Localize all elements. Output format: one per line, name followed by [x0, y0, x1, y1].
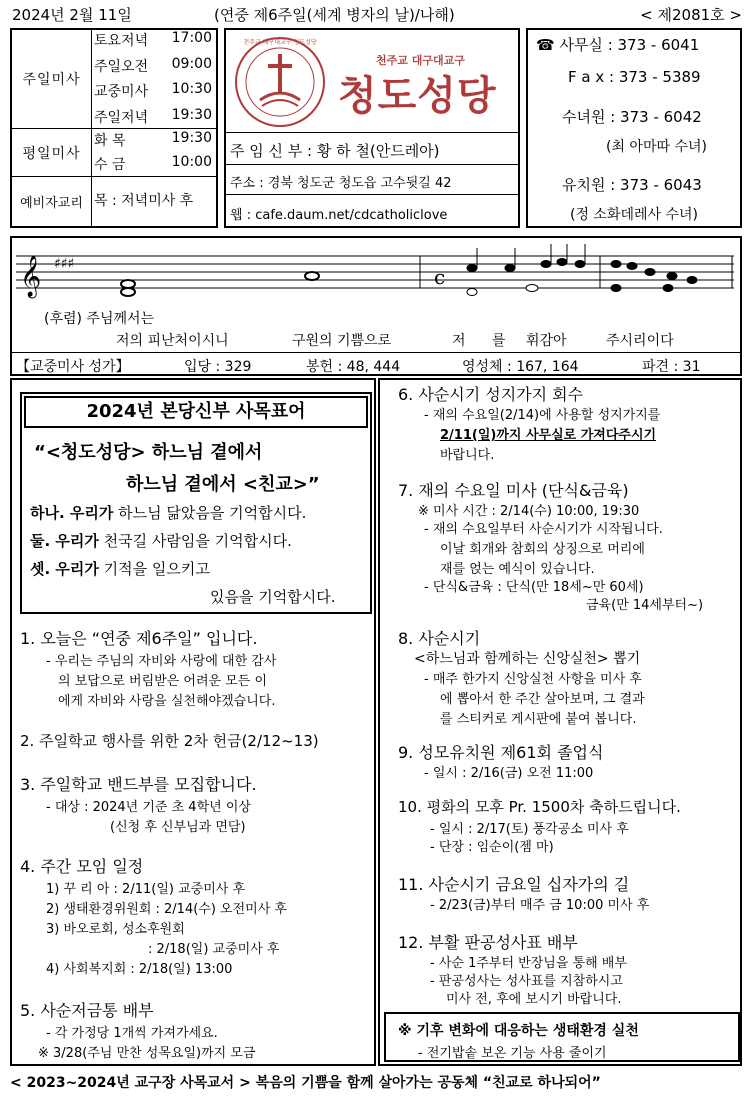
notice-line: (신청 후 신부님과 면담) [110, 820, 246, 835]
notice-line: 금육(만 14세부터~) [586, 598, 704, 613]
notice-title: 10. 평화의 모후 Pr. 1500차 축하드립니다. [398, 798, 681, 816]
notice-line: 1) 꾸 리 아 : 2/11(일) 교중미사 후 [46, 882, 246, 897]
notice-line: 4) 사회복지회 : 2/18(일) 13:00 [46, 962, 233, 977]
notice-line: - 단장 : 임순이(젬 마) [430, 840, 554, 855]
catechism-time: 목 : 저녁미사 후 [94, 193, 194, 209]
svg-text:♯♯♯: ♯♯♯ [54, 256, 75, 272]
bulletin-date: 2024년 2월 11일 [12, 6, 132, 24]
kindergarten-note: (정 소화데레사 수녀) [570, 207, 699, 223]
contacts [526, 28, 742, 228]
schedule-row: 수 금 10:00 [94, 154, 212, 173]
notice-line: 2) 생태환경위원회 : 2/14(수) 오전미사 후 [46, 902, 287, 917]
schedule-row: 토요저녁 17:00 [94, 30, 212, 49]
notice-line: 미사 전, 후에 보시기 바랍니다. [446, 992, 622, 1007]
mass-schedule [10, 28, 218, 228]
hymn-entrance: 입당 : 329 [184, 359, 252, 375]
motto-point: 하나. 우리가 하느님 닮았음을 기억합시다. [30, 504, 307, 522]
liturgical-occasion: (연중 제6주일(세계 병자의 날)/나해) [214, 6, 455, 24]
schedule-row: 교중미사 10:30 [94, 81, 212, 100]
notice-line: 에 뽑아서 한 주간 살아보며, 그 결과 [440, 692, 645, 707]
psalm-lyric: 구원의 기쁨으로 [292, 333, 392, 349]
kindergarten-phone: 유치원 : 373 - 6043 [562, 176, 702, 194]
office-phone: ☎ 사무실 : 373 - 6041 [536, 36, 700, 54]
refrain-label: (후렴) 주님께서는 [44, 311, 155, 327]
notice-line: 재를 얹는 예식이 있습니다. [440, 562, 595, 577]
notice-line: - 일시 : 2/17(토) 풍각공소 미사 후 [430, 822, 629, 837]
notice-title: 4. 주간 모임 일정 [20, 857, 144, 876]
header-bar [8, 4, 746, 26]
notice-title: 7. 재의 수요일 미사 (단식&금육) [398, 481, 629, 500]
notice-line: 이날 회개와 참회의 상징으로 머리에 [440, 542, 645, 557]
hymns-label: 【교중미사 성가】 [16, 359, 130, 375]
pastor-name: 주 임 신 부 : 황 하 철(안드레아) [230, 142, 440, 160]
notice-line: 의 보답으로 버림받은 어려운 모든 이 [58, 674, 268, 689]
notice-line: - 판공성사는 성사표를 지참하시고 [430, 974, 623, 989]
notice-line: - 일시 : 2/16(금) 오전 11:00 [424, 766, 594, 781]
notice-line: 에게 자비와 사랑을 실천해야겠습니다. [58, 694, 276, 709]
parish-info [224, 28, 520, 228]
hymn-dismissal: 파견 : 31 [642, 359, 701, 375]
notice-line: - 2/23(금)부터 매주 금 10:00 미사 후 [430, 898, 650, 913]
motto-line: 하느님 곁에서 <친교>” [126, 474, 320, 495]
schedule-row: 주일오전 09:00 [94, 56, 212, 75]
eco-title: ※ 기후 변화에 대응하는 생태환경 실천 [398, 1023, 639, 1039]
notice-line: - 각 가정당 1개씩 가져가세요. [46, 1026, 218, 1041]
fax-number: F a x : 373 - 5389 [568, 68, 701, 86]
psalm-lyric: 를 [492, 333, 506, 349]
convent-note: (최 아마따 수녀) [606, 139, 707, 155]
schedule-row: 화 목 19:30 [94, 130, 212, 149]
footer-message: < 2023~2024년 교구장 사목교서 > 복음의 기쁨을 함께 살아가는 공동체 “친교로 하나되어” [10, 1075, 601, 1091]
notice-line: - 단식&금육 : 단식(만 18세~만 60세) [424, 580, 644, 595]
notice-line: - 대상 : 2024년 기준 초 4학년 이상 [46, 800, 251, 815]
notice-line: 를 스티커로 게시판에 붙여 봅니다. [440, 712, 637, 727]
notice-title: 5. 사순저금통 배부 [20, 1001, 154, 1020]
catechism-label: 예비자교리 [12, 177, 92, 226]
svg-text:c: c [434, 265, 446, 289]
notice-title: 11. 사순시기 금요일 십자가의 길 [398, 875, 630, 894]
notice-line: - 우리는 주님의 자비와 사랑에 대한 감사 [46, 654, 277, 669]
notice-title: 12. 부활 판공성사표 배부 [398, 933, 578, 952]
responsorial-psalm [10, 236, 742, 376]
psalm-lyric: 주시리이다 [606, 333, 674, 349]
notice-title: 9. 성모유치원 제61회 졸업식 [398, 743, 604, 762]
parish-address: 주소 : 경북 청도군 청도읍 고수뒷길 42 [230, 176, 452, 191]
parish-website-link[interactable]: 웹 : cafe.daum.net/cdcatholiclove [230, 208, 448, 223]
motto-title: 2024년 본당신부 사목표어 [24, 396, 368, 428]
notice-title: 1. 오늘은 “연중 제6주일” 입니다. [20, 629, 258, 648]
music-staff-icon [16, 244, 736, 310]
issue-number: < 제2081호 > [640, 6, 742, 24]
notice-line: - 매주 한가지 신앙실천 사항을 미사 후 [424, 672, 642, 687]
convent-phone: 수녀원 : 373 - 6042 [562, 108, 702, 126]
parish-name: 청도성당 [338, 73, 497, 119]
svg-text:𝄞: 𝄞 [20, 256, 42, 297]
psalm-lyric: 저 [452, 333, 466, 349]
eco-practice-box [384, 1012, 740, 1062]
diocese-name: 천주교 대구대교구 [376, 54, 465, 67]
notice-line: 바랍니다. [440, 448, 495, 463]
motto-point: 셋. 우리가 기적을 일으키고 [30, 560, 210, 578]
notice-line: ※ 3/28(주님 만찬 성목요일)까지 모금 [38, 1046, 256, 1061]
notice-line: 2/11(일)까지 사무실로 가져다주시기 [440, 428, 657, 443]
psalm-lyric: 저의 피난처이시니 [116, 333, 229, 349]
divider [226, 164, 518, 165]
divider [226, 132, 518, 133]
divider [226, 194, 518, 195]
motto-line: “<청도성당> 하느님 곁에서 [34, 442, 263, 463]
svg-text:천주교 대구대교구 청도성당: 천주교 대구대교구 청도성당 [243, 39, 317, 46]
psalm-lyric: 휘감아 [526, 333, 567, 349]
motto-point: 둘. 우리가 천국길 사람임을 기억합시다. [30, 532, 292, 550]
parish-seal-icon [232, 34, 328, 130]
schedule-row: 주일저녁 19:30 [94, 107, 212, 126]
notice-title: 6. 사순시기 성지가지 회수 [398, 385, 584, 404]
notice-line: - 사순 1주부터 반장님을 통해 배부 [430, 956, 627, 971]
hymn-offertory: 봉헌 : 48, 444 [306, 359, 401, 375]
hymn-communion: 영성체 : 167, 164 [462, 359, 579, 375]
notice-line: <하느님과 함께하는 신앙실천> 뽑기 [414, 651, 641, 667]
notice-line: : 2/18(일) 교중미사 후 [148, 942, 280, 957]
notice-title: 3. 주일학교 밴드부를 모집합니다. [20, 775, 257, 794]
sunday-mass-label: 주일미사 [12, 30, 92, 128]
notice-line: - 재의 수요일(2/14)에 사용할 성지가지를 [424, 408, 661, 423]
pastoral-motto [20, 392, 372, 614]
notice-line: 3) 바오로회, 성소후원회 [46, 922, 185, 937]
notice-title: 8. 사순시기 [398, 629, 481, 648]
notice-line: - 재의 수요일부터 사순시기가 시작됩니다. [424, 522, 663, 537]
motto-last: 있음을 기억합시다. [210, 588, 336, 606]
weekday-mass-label: 평일미사 [12, 129, 92, 176]
notice-line: ※ 미사 시간 : 2/14(수) 10:00, 19:30 [418, 504, 640, 519]
divider [12, 352, 740, 353]
notice-title: 2. 주일학교 행사를 위한 2차 헌금(2/12~13) [20, 732, 319, 750]
eco-line: - 전기밥솥 보온 기능 사용 줄이기 [418, 1046, 607, 1061]
